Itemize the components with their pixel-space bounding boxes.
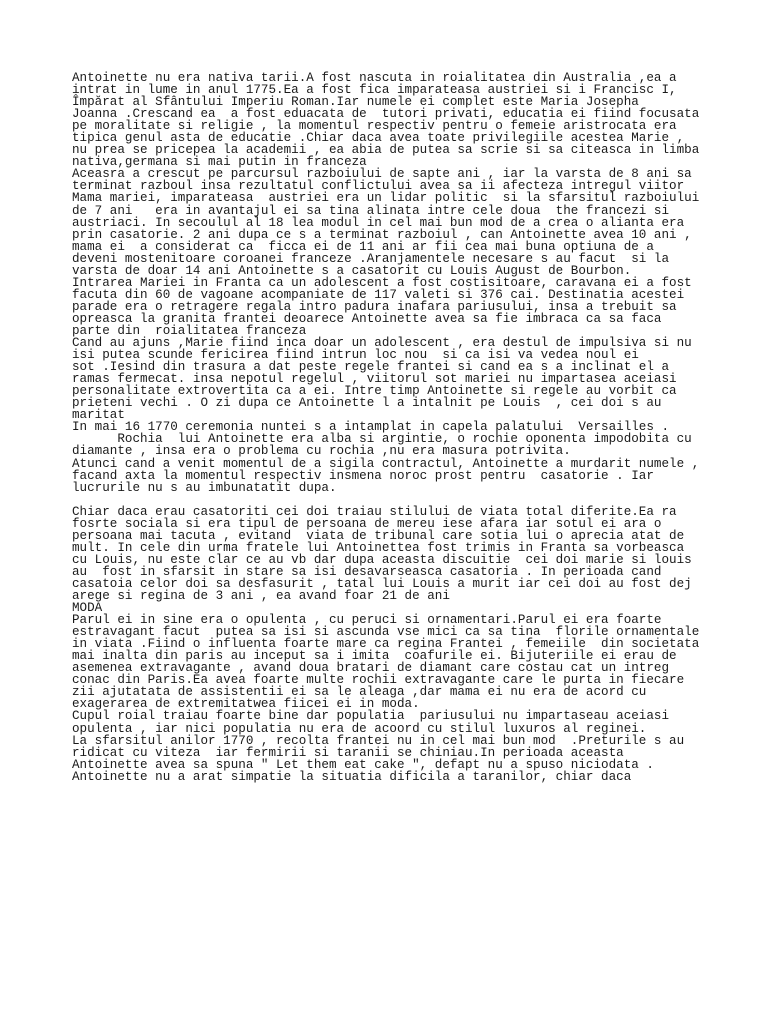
text-line: Chiar daca erau casatoriti cei doi traiau stilului de viata total diferite.Ea ra [72,504,677,519]
text-line: asemenea extravagante , avand doua bratari de diamant care costau cat un intreg [72,661,670,676]
text-line: au fost in sfarsit in stare sa isi desavarseasca casatoria . In perioada cand [72,564,662,579]
text-line: Antoinette nu era nativa tarii.A fost nascuta in roialitatea din Australia ,ea a [72,71,677,85]
text-line: facuta din 60 de vagoane acompaniate de 117 valeti si 376 cai. Destinatia acestei [72,287,685,302]
text-line: exagerarea de extremitatwea fiicei ei in moda. [72,697,420,712]
document-page [72,72,712,783]
text-line: sot .Iesind din trasura a dat peste regele frantei si cand ea s a inclinat el a [72,360,670,375]
text-line: Mama mariei, imparateasa austriei era un lidar politic si la sfarsitul razboiului [72,191,700,206]
text-line: varsta de doar 14 ani Antoinette s a casatorit cu Louis August de Bourbon. [72,263,632,278]
text-line: deveni mostenitoare coroanei franceze .Aranjamentele necesare s au facut si la [72,251,670,266]
text-line [72,494,712,506]
text-line: pe moralitate si religie , la momentul respectiv pentru o femeie aristrocata era [72,119,677,134]
text-line: mult. In cele din urma fratele lui Antoinettea fost trimis in Franta sa vorbeasca [72,540,685,555]
text-line: cu Louis, nu este clar ce au vb dar dupa aceasta discuitie cei doi marie si louis [72,552,692,567]
text-line: mai inalta din paris au inceput sa i imita coafurile ei. Bijuteriile ei erau de [72,649,677,664]
text-line: personalitate extrovertita ca a ei. Intre timp Antoinette si regele au vorbit ca [72,384,677,399]
text-line: estravagant facut putea sa isi si ascunda vse mici ca sa tina florile ornamentale [72,625,700,640]
text-line: Rochia lui Antoinette era alba si argintie, o rochie oponenta impodobita cu [72,432,692,447]
text-line: ridicat cu viteza iar fermirii si taranii se chiniau.In perioada aceasta [72,745,624,760]
text-line: In mai 16 1770 ceremonia nuntei s a intamplat in capela palatului Versailles . [72,420,670,435]
text-line: austriaci. In secoulul al 18 lea modul in cel mai bun mod de a crea o alianta era [72,215,685,230]
text-line: mama ei a considerat ca ficca ei de 11 ani ar fii cea mai buna optiuna de a [72,239,654,254]
text-line: nativa,germana si mai putin in franceza [72,155,367,170]
text-line: terminat razboul insa rezultatul conflictului avea sa ii afecteza intregul viitor [72,179,685,194]
text-line: Parul ei in sine era o opulenta , cu peruci si ornamentari.Parul ei era foarte [72,613,662,628]
text-line: Antoinette avea sa spuna " Let them eat cake ", defapt nu a spuso niciodata . [72,757,654,772]
text-line: casatoia celor doi sa desfasurit , tatal lui Louis a murit iar cei doi au fost dej [72,576,692,591]
text-line: arege si regina de 3 ani , ea avand foar 21 de ani [72,589,450,604]
text-line: Aceasra a crescut pe parcursul razboiului de sapte ani , iar la varsta de 8 ani sa [72,167,692,182]
text-line: Împărat al Sfântului Imperiu Roman.Iar numele ei complet este Maria Josepha [72,95,639,110]
text-line: Antoinette nu a arat simpatie la situatia dificila a taranilor, chiar daca [72,769,632,784]
text-line: prieteni vechi . O zi dupa ce Antoinette l a intalnit pe Louis , cei doi s au [72,396,662,411]
text-line: Cupul roial traiau foarte bine dar populatia pariusului nu impartaseau aceiasi [72,709,670,724]
text-line: opulenta , iar nici populatia nu era de acoord cu stilul luxuros al reginei. [72,721,647,736]
text-line: Cand au ajuns ,Marie fiind inca doar un adolescent , era destul de impulsiva si nu [72,336,692,351]
text-line: La sfarsitul anilor 1770 , recolta frantei nu in cel mai bun mod .Preturile s au [72,733,685,748]
text-line: diamante , insa era o problema cu rochia ,nu era masura potrivita. [72,444,571,459]
text-line: isi putea scunde fericirea fiind intrun loc nou si ca isi va vedea noul ei [72,348,639,363]
text-line: in viata .Fiind o influenta foarte mare ca regina Frantei , femeiile din societata [72,637,700,652]
text-line: maritat [72,408,125,423]
text-line: persoana mai tacuta , evitand viata de tribunal care sotia lui o aprecia atat de [72,528,685,543]
text-line: conac din Paris.Ea avea foarte multe rochii extravagante care le purta in fiecare [72,673,685,688]
text-line: ramas fermecat. insa nepotul regelul , viitorul sot mariei nu impartasea aceiasi [72,372,677,387]
text-line: parade era o retragere regala intro padura inafara pariusului, insa a trebuit sa [72,299,677,314]
text-line: MODA [72,601,103,616]
text-line: Atunci cand a venit momentul de a sigila contractul, Antoinette a murdarit numele , [72,456,700,471]
text-line: lucrurile nu s au imbunatatit dupa. [72,480,337,495]
text-line: prin casatorie. 2 ani dupa ce s a terminat razboiul , can Antoinette avea 10 ani , [72,227,692,242]
text-line: intrat in lume in anul 1775.Ea a fost fica imparateasa austriei si i Francisc I, [72,83,677,98]
text-line: opreasca la granita frantei deoarece Antoinette avea sa fie imbraca ca sa faca [72,311,662,326]
text-line: facand axta la momentul respectiv insmena noroc prost pentru casatorie . Iar [72,468,654,483]
text-line: tipica genul asta de educatie .Chiar daca avea toate privilegiile acestea Marie , [72,131,685,146]
text-line: nu prea se pricepea la academii , ea abia de putea sa scrie si sa citeasca in limba [72,143,700,158]
text-line: parte din roialitatea franceza [72,323,307,338]
text-line: Intrarea Mariei in Franta ca un adolescent a fost costisitoare, caravana ei a fost [72,275,692,290]
text-line: Joanna .Crescand ea a fost eduacata de tutori privati, educatia ei fiind focusata [72,107,700,122]
text-line: zii ajutatata de assistentii ei sa le aleaga ,dar mama ei nu era de acord cu [72,685,647,700]
text-line: fosrte sociala si era tipul de persoana de mereu iese afara iar sotul ei ara o [72,516,662,531]
text-line: de 7 ani era in avantajul ei sa tina alinata intre cele doua the francezi si [72,203,670,218]
